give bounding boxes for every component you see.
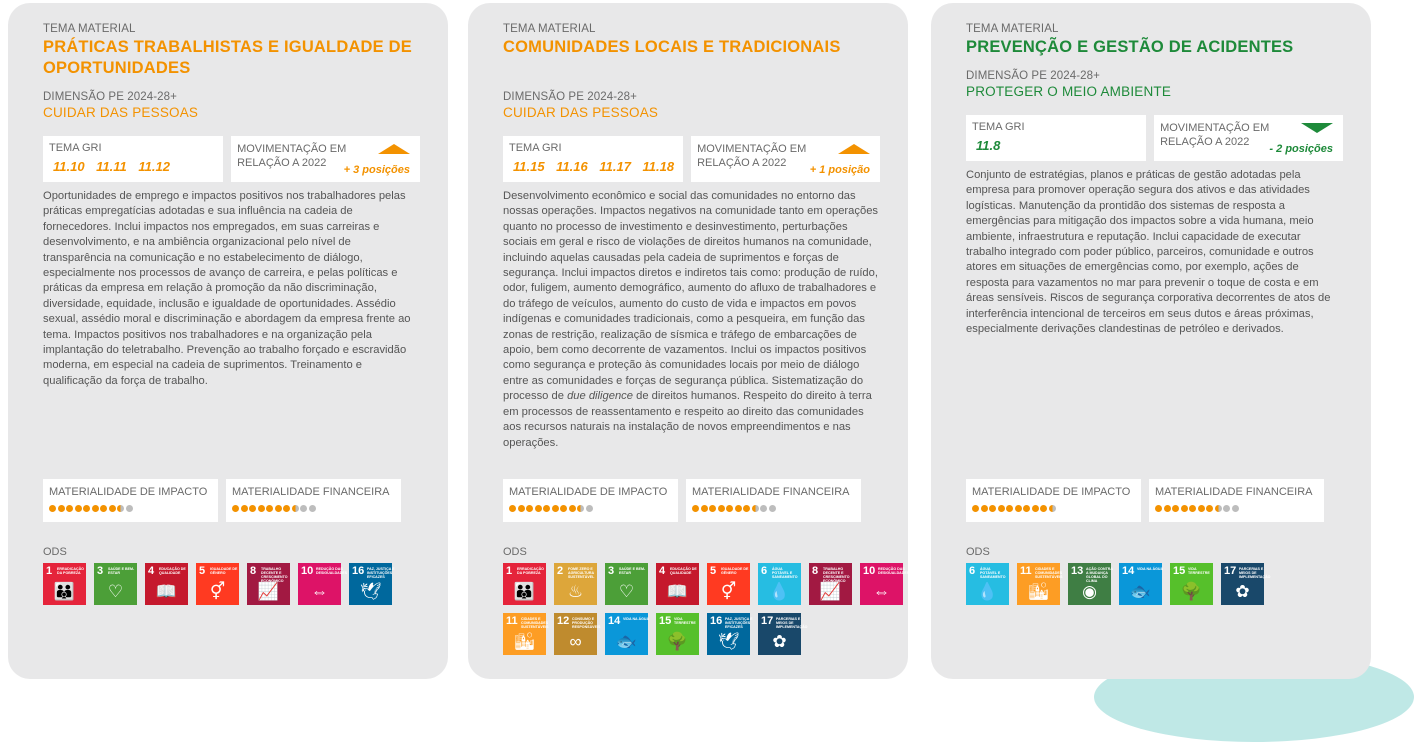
book-icon: 📖 [666, 582, 689, 601]
tema-material-label: TEMA MATERIAL [43, 23, 136, 35]
ods-label: ODS [503, 546, 527, 558]
rating-dot [283, 505, 290, 512]
rating-dot [266, 505, 273, 512]
rating-dot [526, 505, 533, 512]
ods-title: CIDADES E COMUNIDADES SUSTENTÁVEIS [521, 617, 549, 629]
flower-rings-icon: ✿ [772, 632, 787, 651]
ods-title: AÇÃO CONTRA A MUDANÇA GLOBAL DO CLIMA [1086, 567, 1113, 583]
impact-materiality-box [966, 479, 1141, 522]
ods-title: PAZ, JUSTIÇA E INSTITUIÇÕES EFICAZES [367, 567, 395, 579]
ods-number: 5 [710, 565, 717, 577]
ods-grid [966, 563, 1366, 605]
city-icon: 🏙 [1027, 582, 1050, 601]
movement-label: MOVIMENTAÇÃO EM RELAÇÃO A 2022 [237, 143, 347, 169]
ods-number: 13 [1071, 565, 1084, 577]
description-due-diligence: due diligence [567, 390, 633, 403]
rating-dot [760, 505, 767, 512]
dimension-label: DIMENSÃO PE 2024-28+ [966, 70, 1100, 82]
rating-dot [701, 505, 708, 512]
ods-11-tile [1017, 563, 1063, 605]
ods-1-tile [503, 563, 546, 605]
rating-dot [743, 505, 750, 512]
rating-dot [543, 505, 550, 512]
ods-grid [43, 563, 443, 605]
rating-dot [989, 505, 996, 512]
ods-title: REDUÇÃO DAS DESIGUALDADES [878, 567, 910, 575]
ods-title: CONSUMO E PRODUÇÃO RESPONSÁVEIS [572, 617, 601, 629]
ods-title: PAZ, JUSTIÇA E INSTITUIÇÕES EFICAZES [725, 617, 753, 629]
dimension-value: CUIDAR DAS PESSOAS [503, 105, 659, 120]
ods-title: IGUALDADE DE GÊNERO [210, 567, 238, 575]
rating-dot [258, 505, 265, 512]
rating-dot [58, 505, 65, 512]
heartbeat-icon: ♡ [107, 582, 124, 601]
movement-box [231, 136, 420, 182]
financial-materiality-rating [1155, 505, 1318, 512]
gender-icon: ⚥ [720, 582, 737, 601]
ods-title: VIDA NA ÁGUA [623, 617, 650, 621]
rating-dot [586, 505, 593, 512]
rating-dot [1215, 505, 1222, 512]
water-drop-icon: 💧 [768, 582, 791, 601]
rating-dot [292, 505, 299, 512]
dimension-value: PROTEGER O MEIO AMBIENTE [966, 84, 1172, 99]
rating-dot [1181, 505, 1188, 512]
rating-dot [518, 505, 525, 512]
ods-number: 11 [506, 615, 518, 627]
impact-materiality-rating [509, 505, 672, 512]
rating-dot [972, 505, 979, 512]
material-topic-card-local-communities [468, 3, 908, 679]
rating-dot [1189, 505, 1196, 512]
arrow-up-icon [378, 144, 410, 154]
gri-topic-box [503, 136, 683, 182]
ods-title: SAÚDE E BEM-ESTAR [108, 567, 135, 575]
material-topic-card-labor-practices [8, 3, 448, 679]
rating-dot [1049, 505, 1056, 512]
impact-materiality-box [503, 479, 678, 522]
ods-11-tile [503, 613, 549, 655]
rating-dot [560, 505, 567, 512]
ods-title: ÁGUA POTÁVEL E SANEAMENTO [980, 567, 1006, 579]
equality-icon: ⇔ [873, 582, 890, 601]
gri-topic-box [43, 136, 223, 182]
ods-title: VIDA TERRESTRE [1188, 567, 1210, 575]
arrow-up-icon [838, 144, 870, 154]
movement-box [691, 136, 880, 182]
ods-number: 14 [1122, 565, 1135, 577]
ods-number: 2 [557, 565, 564, 577]
rating-dot [309, 505, 316, 512]
financial-materiality-rating [232, 505, 395, 512]
ods-14-tile [1119, 563, 1162, 605]
gri-codes: 11.15 11.16 11.17 11.18 [513, 159, 675, 174]
rating-dot [1023, 505, 1030, 512]
flower-rings-icon: ✿ [1235, 582, 1250, 601]
rating-dot [1015, 505, 1022, 512]
ods-number: 8 [812, 565, 819, 577]
ods-title: EDUCAÇÃO DE QUALIDADE [670, 567, 697, 575]
impact-materiality-label: MATERIALIDADE DE IMPACTO [972, 486, 1131, 498]
ods-number: 4 [148, 565, 155, 577]
ods-number: 14 [608, 615, 621, 627]
impact-materiality-rating [49, 505, 212, 512]
ods-15-tile [656, 613, 699, 655]
ods-number: 15 [1173, 565, 1186, 577]
rating-dot [1232, 505, 1239, 512]
impact-materiality-box [43, 479, 218, 522]
rating-dot [300, 505, 307, 512]
ods-14-tile [605, 613, 648, 655]
description-part-1: Desenvolvimento econômico e social das comunidades no entorno das nossas operações. Impactos negativos na comunidade tanto em operações quanto no processo de investimento e desinvestimento, perturbações sociais em geral e risco de violações de direitos humanos na comunidade, incluindo aquelas causadas pela cadeia de suprimentos e forças de segurança. Inclui impactos diretos e indiretos tais como: produção de ruído, odor, fuligem, aumento demográfico, aumento do afluxo de trabalhadores e do tráfego de veículos, aumento do custo de vida e impactos em povos indígenas e comunidades tradicionais, como a pesqueira, em função das zonas de restrição, realização de sísmica e tráfego de embarcações de apoio, bem como decorrente de vazamentos. Inclui os impactos positivos como segurança e proteção às comunidades locais por meio de diálogo entre as comunidades e forças de segurança pública. Sistematização do processo de [503, 190, 879, 403]
heartbeat-icon: ♡ [618, 582, 635, 601]
ods-title: IGUALDADE DE GÊNERO [721, 567, 749, 575]
rating-dot [718, 505, 725, 512]
financial-materiality-label: MATERIALIDADE FINANCEIRA [232, 486, 390, 498]
ods-title: REDUÇÃO DAS DESIGUALDADES [316, 567, 348, 575]
tema-material-label: TEMA MATERIAL [966, 23, 1059, 35]
rating-dot [83, 505, 90, 512]
gri-label: TEMA GRI [972, 121, 1025, 133]
bowl-icon: ♨ [567, 582, 584, 601]
ods-17-tile [758, 613, 808, 655]
rating-dot [109, 505, 116, 512]
ods-number: 1 [506, 565, 513, 577]
ods-15-tile [1170, 563, 1213, 605]
ods-6-tile [758, 563, 801, 605]
ods-number: 4 [659, 565, 666, 577]
rating-dot [75, 505, 82, 512]
rating-dot [1040, 505, 1047, 512]
ods-number: 3 [97, 565, 104, 577]
ods-number: 1 [46, 565, 53, 577]
rating-dot [1198, 505, 1205, 512]
ods-number: 8 [250, 565, 257, 577]
ods-3-tile [605, 563, 648, 605]
rating-dot [100, 505, 107, 512]
rating-dot [692, 505, 699, 512]
ods-number: 6 [969, 565, 976, 577]
ods-title: FOME ZERO E AGRICULTURA SUSTENTÁVEL [568, 567, 595, 579]
ods-number: 16 [352, 565, 365, 577]
ods-8-tile [809, 563, 852, 605]
topic-title: PRÁTICAS TRABALHISTAS E IGUALDADE DE OPORTUNIDADES [43, 38, 412, 77]
financial-materiality-box [1149, 479, 1324, 522]
ods-number: 5 [199, 565, 206, 577]
ods-title: VIDA TERRESTRE [674, 617, 696, 625]
description-part-3: de direitos humanos. Respeito do direito à terra em processos de reassentamento e respeito ao direito das comunidades aos recursos naturais na instalação de novos empreendimentos e nas operações. [503, 390, 872, 449]
family-icon: 👪 [513, 582, 536, 601]
rating-dot [1032, 505, 1039, 512]
rating-dot [577, 505, 584, 512]
dove-icon: 🕊 [359, 582, 382, 601]
ods-10-tile [860, 563, 910, 605]
ods-16-tile [707, 613, 753, 655]
water-drop-icon: 💧 [976, 582, 999, 601]
rating-dot [509, 505, 516, 512]
ods-title: ERRADICAÇÃO DA POBREZA [517, 567, 544, 575]
ods-5-tile [707, 563, 750, 605]
ods-title: CIDADES E COMUNIDADES SUSTENTÁVEIS [1035, 567, 1063, 579]
ods-title: ÁGUA POTÁVEL E SANEAMENTO [772, 567, 798, 579]
ods-5-tile [196, 563, 239, 605]
rating-dot [535, 505, 542, 512]
tree-icon: 🌳 [1180, 582, 1203, 601]
ods-number: 11 [1020, 565, 1032, 577]
rating-dot [66, 505, 73, 512]
gri-topic-box [966, 115, 1146, 161]
rating-dot [49, 505, 56, 512]
dimension-value: CUIDAR DAS PESSOAS [43, 105, 199, 120]
ods-4-tile [656, 563, 699, 605]
ods-number: 10 [301, 565, 314, 577]
ods-number: 3 [608, 565, 615, 577]
ods-8-tile [247, 563, 290, 605]
rating-dot [1223, 505, 1230, 512]
infinity-icon: ∞ [569, 632, 582, 651]
ods-title: TRABALHO DECENTE E CRESCIMENTO ECONÔMICO [261, 567, 288, 583]
financial-materiality-label: MATERIALIDADE FINANCEIRA [1155, 486, 1313, 498]
rating-dot [552, 505, 559, 512]
rating-dot [232, 505, 239, 512]
growth-chart-icon: 📈 [819, 582, 842, 601]
ods-number: 10 [863, 565, 876, 577]
rating-dot [998, 505, 1005, 512]
rating-dot [1164, 505, 1171, 512]
impact-materiality-rating [972, 505, 1135, 512]
financial-materiality-rating [692, 505, 855, 512]
movement-value: + 3 posições [343, 164, 410, 176]
ods-16-tile [349, 563, 395, 605]
gri-label: TEMA GRI [509, 142, 562, 154]
topic-title: COMUNIDADES LOCAIS E TRADICIONAIS [503, 38, 841, 56]
topic-title: PREVENÇÃO E GESTÃO DE ACIDENTES [966, 38, 1294, 56]
ods-title: TRABALHO DECENTE E CRESCIMENTO ECONÔMICO [823, 567, 850, 583]
ods-title: VIDA NA ÁGUA [1137, 567, 1164, 571]
material-topic-card-accident-prevention [931, 3, 1371, 679]
ods-12-tile [554, 613, 601, 655]
gri-codes: 11.10 11.11 11.12 [53, 159, 170, 174]
gri-label: TEMA GRI [49, 142, 102, 154]
family-icon: 👪 [53, 582, 76, 601]
rating-dot [726, 505, 733, 512]
growth-chart-icon: 📈 [257, 582, 280, 601]
ods-title: PARCERIAS E MEIOS DE IMPLEMENTAÇÃO [1239, 567, 1271, 579]
financial-materiality-box [686, 479, 861, 522]
city-icon: 🏙 [513, 632, 536, 651]
gender-icon: ⚥ [209, 582, 226, 601]
ods-label: ODS [966, 546, 990, 558]
financial-materiality-label: MATERIALIDADE FINANCEIRA [692, 486, 850, 498]
tree-icon: 🌳 [666, 632, 689, 651]
rating-dot [275, 505, 282, 512]
gri-codes: 11.8 [976, 138, 1001, 153]
fish-icon: 🐟 [1129, 582, 1152, 601]
ods-6-tile [966, 563, 1009, 605]
rating-dot [569, 505, 576, 512]
ods-number: 15 [659, 615, 672, 627]
ods-title: SAÚDE E BEM-ESTAR [619, 567, 646, 575]
ods-1-tile [43, 563, 86, 605]
ods-3-tile [94, 563, 137, 605]
rating-dot [769, 505, 776, 512]
rating-dot [735, 505, 742, 512]
movement-label: MOVIMENTAÇÃO EM RELAÇÃO A 2022 [1160, 122, 1270, 148]
rating-dot [1172, 505, 1179, 512]
topic-description: Conjunto de estratégias, planos e práticas de gestão adotadas pela empresa para promover operação segura dos ativos e das atividades logísticas. Manutenção da prontidão dos sistemas de resposta a emergências para mitigação dos impactos sobre a vida humana, meio ambiente, infraestrutura e reputação. Inclui capacidade de executar trabalho integrado com poder público, parceiros, comunidade e outros atores em situações de emergências como, por exemplo, ações de resposta para vazamentos no mar para prevenir o toque de costa e em áreas sensíveis. Riscos de segurança corporativa decorrentes de atos de interferência intencional de terceiros em seus dutos e áreas próximas, especialmente derivações clandestinas de petróleo e derivados. [966, 169, 1331, 336]
equality-icon: ⇔ [311, 582, 328, 601]
ods-number: 17 [761, 615, 774, 627]
ods-number: 6 [761, 565, 768, 577]
rating-dot [709, 505, 716, 512]
ods-number: 12 [557, 615, 570, 627]
ods-number: 17 [1224, 565, 1237, 577]
rating-dot [752, 505, 759, 512]
rating-dot [249, 505, 256, 512]
book-icon: 📖 [155, 582, 178, 601]
eye-globe-icon: ◉ [1082, 582, 1097, 601]
rating-dot [126, 505, 133, 512]
ods-13-tile [1068, 563, 1111, 605]
topic-description [503, 189, 880, 451]
rating-dot [241, 505, 248, 512]
fish-icon: 🐟 [615, 632, 638, 651]
rating-dot [92, 505, 99, 512]
arrow-down-icon [1301, 123, 1333, 133]
dimension-label: DIMENSÃO PE 2024-28+ [503, 91, 637, 103]
ods-title: EDUCAÇÃO DE QUALIDADE [159, 567, 186, 575]
tema-material-label: TEMA MATERIAL [503, 23, 596, 35]
rating-dot [1155, 505, 1162, 512]
movement-value: + 1 posição [809, 164, 870, 176]
rating-dot [1206, 505, 1213, 512]
ods-4-tile [145, 563, 188, 605]
ods-17-tile [1221, 563, 1271, 605]
topic-description: Oportunidades de emprego e impactos positivos nos trabalhadores pelas práticas empregatícias adotadas e sua influência na cadeia de fornecedores. Inclui impactos nos empregados, em suas carreiras e desenvolvimento, e na ambiência organizacional pelo nível de transparência na comunicação e no estabelecimento de diálogo, especialmente nos processos de avanço de carreira, e pelas políticas e práticas da empresa em relação à promoção da não discriminação, diversidade, equidade, inclusão e igualdade de oportunidades. Assédio sexual, assédio moral e discriminação e abordagem da empresa frente ao tema. Impactos positivos nos trabalhadores e na organização pela implantação do teletrabalho. Prevenção ao trabalho forçado e escravidão moderna, em especial na cadeia de suprimentos. Treinamento e qualificação da força de trabalho. [43, 190, 411, 387]
financial-materiality-box [226, 479, 401, 522]
movement-label: MOVIMENTAÇÃO EM RELAÇÃO A 2022 [697, 143, 807, 169]
rating-dot [1006, 505, 1013, 512]
ods-label: ODS [43, 546, 67, 558]
rating-dot [981, 505, 988, 512]
ods-number: 16 [710, 615, 723, 627]
ods-grid [503, 563, 910, 655]
rating-dot [117, 505, 124, 512]
dove-icon: 🕊 [717, 632, 740, 651]
ods-10-tile [298, 563, 348, 605]
ods-title: ERRADICAÇÃO DA POBREZA [57, 567, 84, 575]
dimension-label: DIMENSÃO PE 2024-28+ [43, 91, 177, 103]
ods-title: PARCERIAS E MEIOS DE IMPLEMENTAÇÃO [776, 617, 808, 629]
impact-materiality-label: MATERIALIDADE DE IMPACTO [49, 486, 208, 498]
ods-2-tile [554, 563, 597, 605]
impact-materiality-label: MATERIALIDADE DE IMPACTO [509, 486, 668, 498]
movement-value: - 2 posições [1269, 143, 1333, 155]
movement-box [1154, 115, 1343, 161]
